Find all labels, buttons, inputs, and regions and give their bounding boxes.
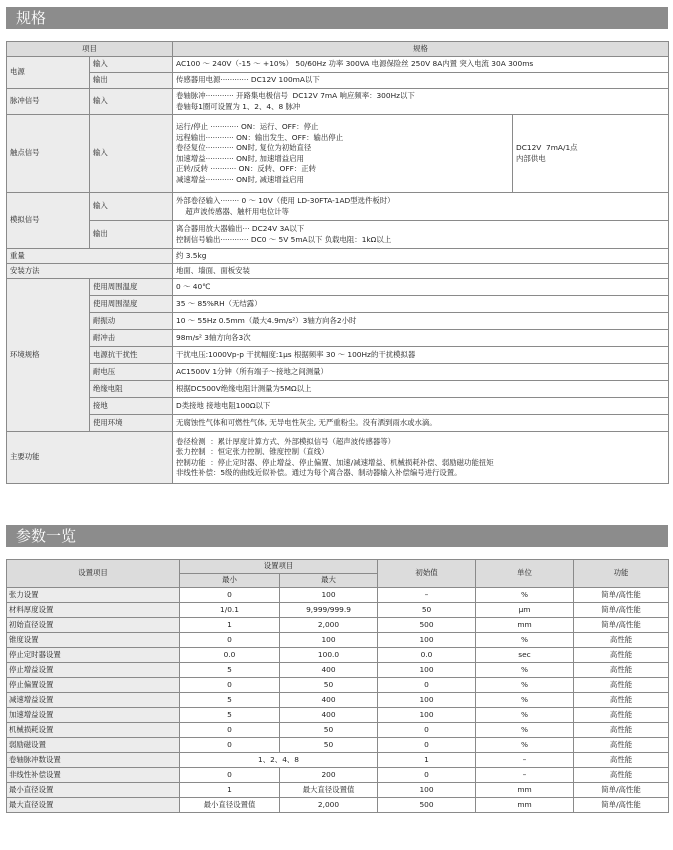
- env-row-label: 耐冲击: [90, 330, 173, 347]
- power-label: 电源: [7, 57, 90, 89]
- param-function: 高性能: [574, 708, 669, 723]
- param-initial: 100: [378, 633, 476, 648]
- param-name: 停止定时器设置: [7, 648, 180, 663]
- param-function: 简单/高性能: [574, 783, 669, 798]
- param-unit: sec: [476, 648, 574, 663]
- param-max: 最大直径设置值: [280, 783, 378, 798]
- power-output-value: 传感器用电源············ DC12V 100mA以下: [173, 73, 669, 89]
- param-max: 200: [280, 768, 378, 783]
- env-row-label: 使用周围温度: [90, 279, 173, 296]
- param-name: 初始直径设置: [7, 618, 180, 633]
- functions-label: 主要功能: [7, 432, 173, 484]
- param-initial: 500: [378, 618, 476, 633]
- table-row: [7, 618, 669, 633]
- install-value: 地面、墙面、面板安装: [173, 264, 669, 279]
- param-min: 1/0.1: [180, 603, 280, 618]
- env-row-value: 根据DC500V绝缘电阻计测量为5MΩ以上: [173, 381, 669, 398]
- param-function: 高性能: [574, 693, 669, 708]
- param-initial: –: [378, 588, 476, 603]
- param-min: 5: [180, 663, 280, 678]
- param-min: 0: [180, 723, 280, 738]
- weight-label: 重量: [7, 249, 173, 264]
- param-function: 高性能: [574, 738, 669, 753]
- power-output-label: 输出: [90, 73, 173, 89]
- param-function: 简单/高性能: [574, 603, 669, 618]
- table-row: [7, 783, 669, 798]
- param-initial: 0: [378, 768, 476, 783]
- table-row: [7, 648, 669, 663]
- param-max: 50: [280, 678, 378, 693]
- param-name: 加速增益设置: [7, 708, 180, 723]
- contact-label: 触点信号: [7, 115, 90, 193]
- env-row-value: D类接地 接地电阻100Ω以下: [173, 398, 669, 415]
- param-name: 弱励磁设置: [7, 738, 180, 753]
- param-unit: %: [476, 588, 574, 603]
- param-min: 5: [180, 693, 280, 708]
- param-initial: 500: [378, 798, 476, 813]
- param-function: 高性能: [574, 723, 669, 738]
- param-unit: –: [476, 768, 574, 783]
- table-row: [7, 603, 669, 618]
- param-initial: 100: [378, 783, 476, 798]
- param-function: 高性能: [574, 663, 669, 678]
- params-header-range: 设置项目: [180, 560, 378, 574]
- env-row-label: 使用环境: [90, 415, 173, 432]
- param-max: 400: [280, 663, 378, 678]
- param-max: 2,000: [280, 798, 378, 813]
- env-row-value: 98m/s² 3轴方向各3次: [173, 330, 669, 347]
- param-min: 0: [180, 678, 280, 693]
- spec-section-title: 规格: [6, 7, 668, 29]
- analog-input-label: 输入: [90, 193, 173, 221]
- param-name: 停止偏置设置: [7, 678, 180, 693]
- params-section-title: 参数一览: [6, 525, 668, 547]
- table-row: [7, 723, 669, 738]
- param-function: 简单/高性能: [574, 588, 669, 603]
- param-unit: %: [476, 738, 574, 753]
- param-function: 高性能: [574, 678, 669, 693]
- param-min: 1: [180, 618, 280, 633]
- param-name: 最小直径设置: [7, 783, 180, 798]
- contact-input-label: 输入: [90, 115, 173, 193]
- params-header-max: 最大: [280, 574, 378, 588]
- env-row-value: 10 ～ 55Hz 0.5mm（最大4.9m/s²）3轴方向各2小时: [173, 313, 669, 330]
- param-name: 停止增益设置: [7, 663, 180, 678]
- pulse-input-label: 输入: [90, 89, 173, 115]
- params-rows: [7, 588, 669, 813]
- param-name: 非线性补偿设置: [7, 768, 180, 783]
- analog-label: 模拟信号: [7, 193, 90, 249]
- env-row-label: 耐振动: [90, 313, 173, 330]
- pulse-value: 卷轴脉冲············ 开路集电极信号 DC12V 7mA 响应频率：300Hz以下 卷轴每1圈可设置为 1、2、4、8 脉冲: [173, 89, 669, 115]
- contact-value: 运行/停止 ············ ON：运行、OFF：停止 远程输出············ ON：输出发生、OFF：输出停止 卷径复位············ ON时, 复位为初始直径 加速增益············ ON时, 加速增益启用 正转/反转 ··········· ON：反转、OFF：正转 减速增益············ ON时, 减速增益启用: [173, 115, 513, 193]
- param-initial: 0.0: [378, 648, 476, 663]
- param-min: 1: [180, 783, 280, 798]
- param-max: 9,999/999.9: [280, 603, 378, 618]
- param-unit: mm: [476, 618, 574, 633]
- table-row: [7, 663, 669, 678]
- spec-header-item: 项目: [7, 42, 173, 57]
- param-initial: 100: [378, 693, 476, 708]
- param-initial: 100: [378, 663, 476, 678]
- param-max: 100: [280, 588, 378, 603]
- param-min: 0: [180, 738, 280, 753]
- spec-table: [6, 41, 669, 484]
- param-max: 100.0: [280, 648, 378, 663]
- param-unit: %: [476, 708, 574, 723]
- spec-header-spec: 规格: [173, 42, 669, 57]
- contact-note: DC12V 7mA/1点 内部供电: [513, 115, 669, 193]
- param-name: 卷轴脉冲数设置: [7, 753, 180, 768]
- param-min: 0: [180, 588, 280, 603]
- env-row-value: 35 ～ 85%RH（无结露）: [173, 296, 669, 313]
- param-initial: 0: [378, 723, 476, 738]
- param-initial: 0: [378, 678, 476, 693]
- param-max: 50: [280, 738, 378, 753]
- param-function: 简单/高性能: [574, 798, 669, 813]
- param-function: 高性能: [574, 648, 669, 663]
- param-max: 400: [280, 693, 378, 708]
- power-input-value: AC100 ～ 240V（-15 ～ +10%） 50/60Hz 功率 300VA 电源保险丝 250V 8A内置 突入电流 30A 300ms: [173, 57, 669, 73]
- params-header-initial: 初始值: [378, 560, 476, 588]
- param-min: 0: [180, 633, 280, 648]
- param-name: 减速增益设置: [7, 693, 180, 708]
- params-header-unit: 单位: [476, 560, 574, 588]
- env-row-value: 0 ～ 40℃: [173, 279, 669, 296]
- weight-value: 约 3.5kg: [173, 249, 669, 264]
- analog-output-label: 输出: [90, 221, 173, 249]
- param-name: 机械损耗设置: [7, 723, 180, 738]
- param-max: 100: [280, 633, 378, 648]
- install-label: 安装方法: [7, 264, 173, 279]
- functions-value: 卷径检测 ：累计厚度计算方式、外部模拟信号（超声波传感器等） 张力控制 ：恒定张力控制、锥度控制（直线） 控制功能 ：停止定时器、停止增益、停止偏置、加速/减速增益、机械损耗补偿、弱励磁功能扭矩 非线性补偿：5级的曲线近似补偿。通过为每个离合器、制动器输入补偿编号进行设置。: [173, 432, 669, 484]
- param-unit: %: [476, 693, 574, 708]
- table-row: [7, 678, 669, 693]
- param-initial: 1: [378, 753, 476, 768]
- table-row: [7, 633, 669, 648]
- pulse-label: 脉冲信号: [7, 89, 90, 115]
- param-name: 最大直径设置: [7, 798, 180, 813]
- param-min: 最小直径设置值: [180, 798, 280, 813]
- param-min: 0.0: [180, 648, 280, 663]
- param-name: 材料厚度设置: [7, 603, 180, 618]
- analog-input-value: 外部卷径输入········ 0 ～ 10V（使用 LD-30FTA-1AD型选件板时） 超声波传感器、触杆用电位计等: [173, 193, 669, 221]
- param-function: 高性能: [574, 633, 669, 648]
- table-row: [7, 753, 669, 768]
- param-initial: 0: [378, 738, 476, 753]
- param-name: 锥度设置: [7, 633, 180, 648]
- param-unit: mm: [476, 798, 574, 813]
- table-row: [7, 588, 669, 603]
- param-function: 高性能: [574, 768, 669, 783]
- params-table: [6, 559, 669, 813]
- table-row: [7, 708, 669, 723]
- env-row-value: AC1500V 1分钟（所有端子～接地之间测量）: [173, 364, 669, 381]
- params-header-item: 设置项目: [7, 560, 180, 588]
- param-unit: %: [476, 723, 574, 738]
- params-header-function: 功能: [574, 560, 669, 588]
- param-max: 50: [280, 723, 378, 738]
- params-header-min: 最小: [180, 574, 280, 588]
- param-unit: μm: [476, 603, 574, 618]
- env-row-label: 电源抗干扰性: [90, 347, 173, 364]
- param-initial: 100: [378, 708, 476, 723]
- param-unit: mm: [476, 783, 574, 798]
- param-function: 高性能: [574, 753, 669, 768]
- param-function: 简单/高性能: [574, 618, 669, 633]
- table-row: [7, 693, 669, 708]
- param-unit: %: [476, 678, 574, 693]
- param-unit: –: [476, 753, 574, 768]
- param-max: 400: [280, 708, 378, 723]
- env-row-label: 使用周围湿度: [90, 296, 173, 313]
- env-row-label: 绝缘电阻: [90, 381, 173, 398]
- param-initial: 50: [378, 603, 476, 618]
- analog-output-value: 离合器用放大器输出··· DC24V 3A以下 控制信号输出············ DC0 ～ 5V 5mA以下 负载电阻：1kΩ以上: [173, 221, 669, 249]
- power-input-label: 输入: [90, 57, 173, 73]
- param-min: 5: [180, 708, 280, 723]
- param-unit: %: [476, 663, 574, 678]
- param-unit: %: [476, 633, 574, 648]
- table-row: [7, 798, 669, 813]
- param-name: 张力设置: [7, 588, 180, 603]
- env-row-value: 无腐蚀性气体和可燃性气体, 无导电性灰尘, 无严重粉尘。没有洒到雨水或水滴。: [173, 415, 669, 432]
- env-label: 环境规格: [7, 279, 90, 432]
- env-row-label: 耐电压: [90, 364, 173, 381]
- table-row: [7, 738, 669, 753]
- env-row-label: 接地: [90, 398, 173, 415]
- env-row-value: 干扰电压:1000Vp-p 干扰幅度:1μs 根据频率 30 ～ 100Hz的干扰模拟器: [173, 347, 669, 364]
- table-row: [7, 768, 669, 783]
- param-max: 2,000: [280, 618, 378, 633]
- param-range: 1、2、4、8: [180, 753, 378, 768]
- param-min: 0: [180, 768, 280, 783]
